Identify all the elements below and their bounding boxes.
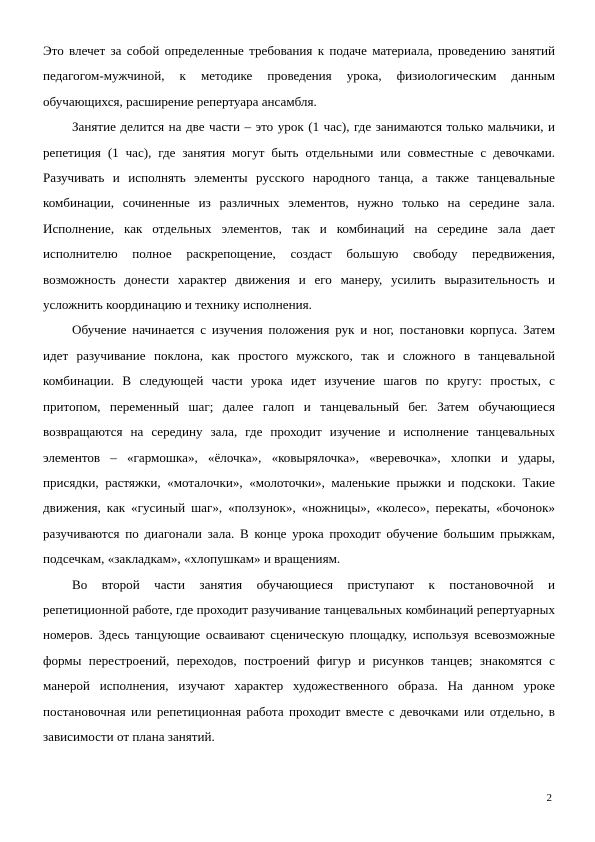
paragraph-2: Занятие делится на две части – это урок (1 час), где занимаются только мальчики, и репетиция (1 час), где занятия могут быть отдельными или совместные с девочками. Разучивать и исполнять элементы русского народного танца, а также танцевальные комбинации, сочиненные из различных элементов, нужно только на середине зала. Исполнение, как отдельных элементов, так и комбинаций на середине зала дает исполнителю полное раскрепощение, создаст большую свободу передвижения, возможность донести характер движения и его манеру, усилить выразительность и усложнить координацию и технику исполнения. <box>43 119 555 313</box>
paragraph-1: Это влечет за собой определенные требования к подаче материала, проведению занятий педагогом-мужчиной, к методике проведения урока, физиологическим данным обучающихся, расширение репертуара ансамбля. <box>43 43 555 109</box>
paragraph-3: Обучение начинается с изучения положения рук и ног, постановки корпуса. Затем идет разучивание поклона, как простого мужского, так и сложного в танцевальной комбинации. В следующей части урока идет изучение шагов по кругу: простых, с притопом, переменный шаг; далее галоп и танцевальный бег. Затем обучающиеся возвращаются на середину зала, где проходит изучение и исполнение танцевальных элементов – «гармошка», «ёлочка», «ковырялочка», «веревочка», хлопки и удары, присядки, растяжки, «моталочки», «молоточки», маленькие прыжки и подскоки. Такие движения, как «гусиный шаг», «ползунок», «ножницы», «колесо», перекаты, «бочонок» разучиваются по диагонали зала. В конце урока проходит обучение большим прыжкам, подсечкам, «закладкам», «хлопушкам» и вращениям. <box>43 322 555 567</box>
body-text <box>43 38 555 749</box>
page-number: 2 <box>546 792 552 804</box>
paragraph-4: Во второй части занятия обучающиеся приступают к постановочной и репетиционной работе, где проходит разучивание танцевальных комбинаций репертуарных номеров. Здесь танцующие осваивают сценическую площадку, используя всевозможные формы перестроений, переходов, построений фигур и рисунков танцев; знакомятся с манерой исполнения, изучают характер художественного образа. На данном уроке постановочная или репетиционная работа проходит вместе с девочками или отдельно, в зависимости от плана занятий. <box>43 576 555 744</box>
